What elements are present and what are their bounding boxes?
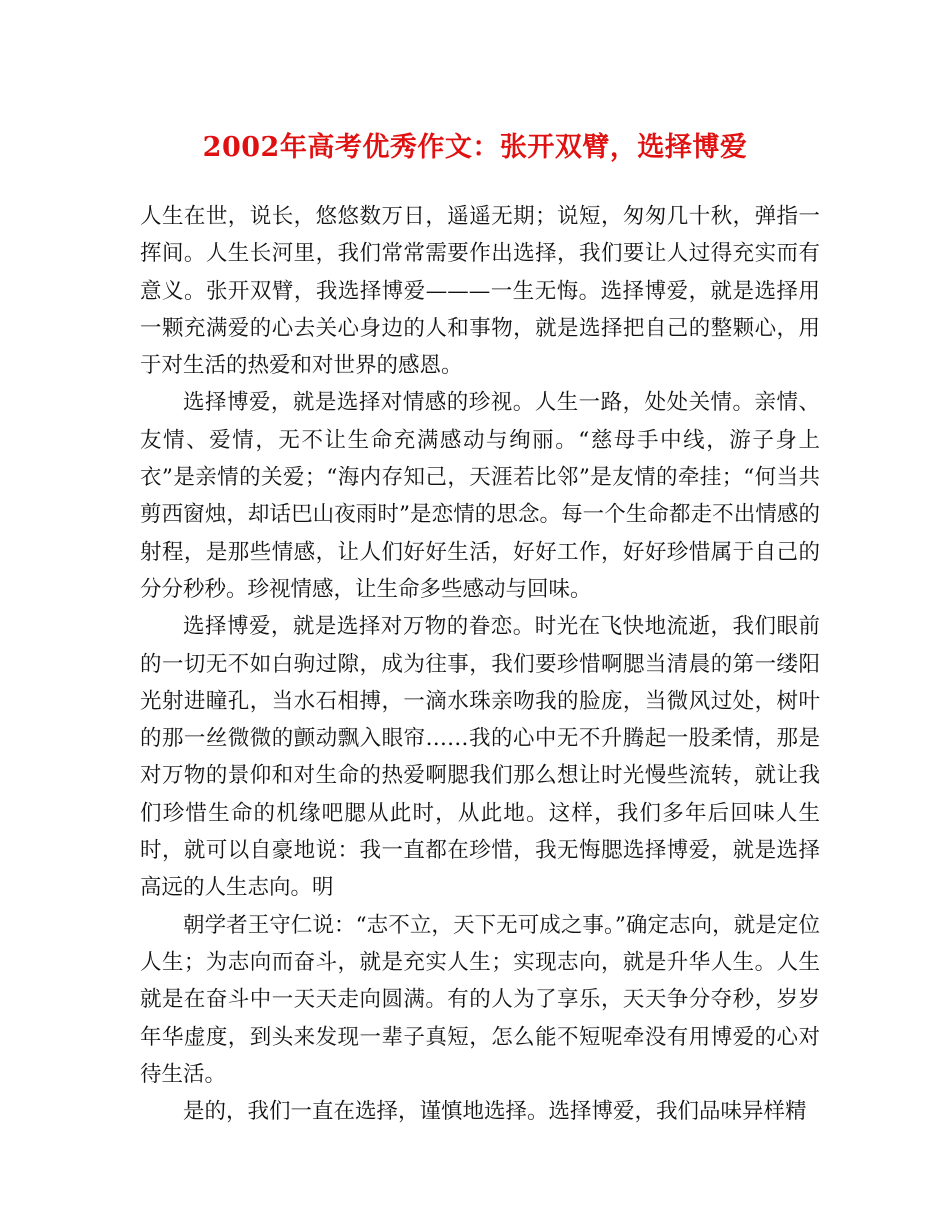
paragraph-5: 是的，我们一直在选择，谨慎地选择。选择博爱，我们品味异样精 (183, 1099, 807, 1125)
paragraph-2: 选择博爱，就是选择对情感的珍视。人生一路，处处关情。亲情、友情、爱情，无不让生命充满感动与绚丽。“慈母手中线，游子身上衣”是亲情的关爱；“海内存知己，天涯若比邻”是友情的牵挂；“何当共剪西窗烛，却话巴山夜雨时”是恋情的思念。每一个生命都走不出情感的射程，是那些情感，让人们好好生活，好好工作，好好珍惜属于自己的分分秒秒。珍视情感，让生命多些感动与回味。 (140, 390, 820, 602)
document-title: 2002年高考优秀作文：张开双臂，选择博爱 (202, 132, 748, 163)
paragraph-3: 选择博爱，就是选择对万物的眷恋。时光在飞快地流逝，我们眼前的一切无不如白驹过隙，成为往事，我们要珍惜啊腮当清晨的第一缕阳光射进瞳孔，当水石相搏，一滴水珠亲吻我的脸庞，当微风过处，树叶的那一丝微微的颤动飘入眼帘……我的心中无不升腾起一股柔情，那是对万物的景仰和对生命的热爱啊腮我们那么想让时光慢些流转，就让我们珍惜生命的机缘吧腮从此时，从此地。这样，我们多年后回味人生时，就可以自豪地说：我一直都在珍惜，我无悔腮选择博爱，就是选择高远的人生志向。明 (140, 614, 820, 901)
paragraph-1: 人生在世，说长，悠悠数万日，遥遥无期；说短，匆匆几十秋，弹指一挥间。人生长河里，我们常常需要作出选择，我们要让人过得充实而有意义。张开双臂，我选择博爱———一生无悔。选择博爱，就是选择用一颗充满爱的心去关心身边的人和事物，就是选择把自己的整颗心，用于对生活的热爱和对世界的感恩。 (140, 204, 820, 379)
paragraph-4: 朝学者王守仁说：“志不立，天下无可成之事。”确定志向，就是定位人生；为志向而奋斗，就是充实人生；实现志向，就是升华人生。人生就是在奋斗中一天天走向圆满。有的人为了享乐，天天争分夺秒，岁岁年华虚度，到头来发现一辈子真短，怎么能不短呢牵没有用博爱的心对待生活。 (140, 912, 820, 1087)
document-body (140, 198, 820, 1130)
